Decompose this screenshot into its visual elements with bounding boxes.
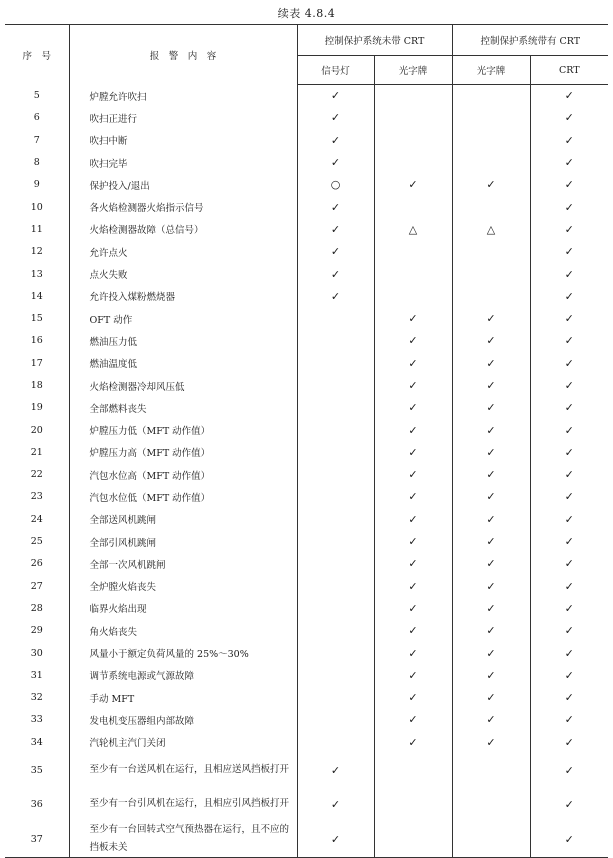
- row-crt-mark: ✓: [530, 151, 608, 173]
- row-crt-mark: ✓: [530, 107, 608, 129]
- table-row: [5, 553, 608, 575]
- row-signal-lamp-mark: [297, 553, 374, 575]
- alarm-table: [5, 24, 608, 858]
- row-crt-mark: ✓: [530, 374, 608, 396]
- row-crt-mark: ✓: [530, 787, 608, 821]
- table-row: [5, 441, 608, 463]
- row-alarm-content: 允许点火: [69, 241, 297, 263]
- row-lightboard-crt-mark: △: [452, 218, 530, 240]
- row-signal-lamp-mark: [297, 664, 374, 686]
- row-lightboard-crt-mark: ✓: [452, 419, 530, 441]
- row-number: 26: [30, 558, 43, 570]
- table-row: [5, 486, 608, 508]
- row-lightboard-crt-mark: [452, 263, 530, 285]
- row-crt-mark: ✓: [530, 753, 608, 787]
- row-alarm-content: 吹扫正进行: [69, 107, 297, 129]
- row-crt-mark: ✓: [530, 575, 608, 597]
- row-alarm-content: 火焰检测器故障（总信号）: [69, 218, 297, 240]
- row-lightboard-crt-mark: ✓: [452, 486, 530, 508]
- row-lightboard-no-crt-mark: ✓: [374, 642, 452, 664]
- row-lightboard-no-crt-mark: [374, 107, 452, 129]
- row-signal-lamp-mark: [297, 530, 374, 552]
- row-crt-mark: ✓: [530, 464, 608, 486]
- row-signal-lamp-mark: ✓: [297, 218, 374, 240]
- row-lightboard-no-crt-mark: [374, 85, 452, 107]
- header-serial-number: 序 号: [22, 50, 51, 62]
- row-lightboard-no-crt-mark: [374, 196, 452, 218]
- row-alarm-content: 手动 MFT: [69, 687, 297, 709]
- row-lightboard-no-crt-mark: [374, 285, 452, 307]
- row-lightboard-crt-mark: ✓: [452, 307, 530, 329]
- row-signal-lamp-mark: [297, 731, 374, 753]
- row-lightboard-crt-mark: [452, 753, 530, 787]
- row-signal-lamp-mark: [297, 419, 374, 441]
- row-signal-lamp-mark: [297, 397, 374, 419]
- row-lightboard-crt-mark: [452, 85, 530, 107]
- row-lightboard-crt-mark: ✓: [452, 687, 530, 709]
- row-number: 15: [30, 313, 43, 325]
- row-number: 23: [30, 491, 43, 503]
- row-crt-mark: ✓: [530, 530, 608, 552]
- row-alarm-content: 全部引风机跳闸: [69, 530, 297, 552]
- row-lightboard-crt-mark: ✓: [452, 664, 530, 686]
- row-number: 5: [33, 90, 40, 102]
- table-caption: 续表 4.8.4: [277, 7, 336, 20]
- row-number: 11: [30, 223, 43, 235]
- table-row: [5, 352, 608, 374]
- row-alarm-content: 全部送风机跳闸: [69, 508, 297, 530]
- row-signal-lamp-mark: ✓: [297, 263, 374, 285]
- row-signal-lamp-mark: [297, 687, 374, 709]
- table-row: [5, 129, 608, 151]
- table-row: [5, 263, 608, 285]
- table-row: [5, 575, 608, 597]
- row-lightboard-no-crt-mark: [374, 753, 452, 787]
- table-row: [5, 107, 608, 129]
- row-alarm-content: 至少有一台引风机在运行，且相应引风挡板打开: [69, 787, 297, 821]
- table-row: [5, 174, 608, 196]
- row-lightboard-crt-mark: ✓: [452, 731, 530, 753]
- table-row: [5, 787, 608, 821]
- row-number: 37: [30, 833, 43, 845]
- row-crt-mark: ✓: [530, 263, 608, 285]
- row-alarm-content: 至少有一台送风机在运行，且相应送风挡板打开: [69, 753, 297, 787]
- row-crt-mark: ✓: [530, 218, 608, 240]
- row-alarm-content: 角火焰丧失: [69, 620, 297, 642]
- table-row: [5, 530, 608, 552]
- row-lightboard-crt-mark: ✓: [452, 508, 530, 530]
- row-crt-mark: ✓: [530, 664, 608, 686]
- row-number: 8: [33, 157, 40, 169]
- row-number: 22: [30, 469, 43, 481]
- row-number: 21: [30, 446, 43, 458]
- row-number: 18: [30, 380, 43, 391]
- row-number: 7: [33, 134, 40, 146]
- row-lightboard-crt-mark: [452, 241, 530, 263]
- row-number: 13: [30, 268, 43, 280]
- row-signal-lamp-mark: ✓: [297, 107, 374, 129]
- row-lightboard-no-crt-mark: [374, 787, 452, 821]
- row-alarm-content: 燃油压力低: [69, 330, 297, 352]
- row-number: 6: [33, 112, 40, 124]
- row-signal-lamp-mark: ✓: [297, 241, 374, 263]
- row-alarm-content: 发电机变压器组内部故障: [69, 709, 297, 731]
- row-alarm-content: 全部一次风机跳闸: [69, 553, 297, 575]
- row-number: 36: [30, 798, 43, 810]
- row-crt-mark: ✓: [530, 419, 608, 441]
- row-lightboard-no-crt-mark: ✓: [374, 508, 452, 530]
- row-alarm-content: 火焰检测器冷却风压低: [69, 374, 297, 396]
- row-lightboard-no-crt-mark: ✓: [374, 620, 452, 642]
- row-number: 20: [30, 424, 43, 436]
- row-lightboard-no-crt-mark: ✓: [374, 307, 452, 329]
- row-crt-mark: ✓: [530, 508, 608, 530]
- row-alarm-content: 吹扫完毕: [69, 151, 297, 173]
- row-signal-lamp-mark: [297, 620, 374, 642]
- row-alarm-content: 全炉膛火焰丧失: [69, 575, 297, 597]
- row-number: 35: [30, 764, 43, 776]
- row-signal-lamp-mark: ○: [297, 174, 374, 196]
- row-crt-mark: ✓: [530, 85, 608, 107]
- header-group-crt: 控制保护系统带有 CRT: [452, 25, 608, 56]
- table-row: [5, 687, 608, 709]
- row-crt-mark: ✓: [530, 397, 608, 419]
- row-lightboard-crt-mark: [452, 129, 530, 151]
- row-number: 9: [33, 179, 40, 191]
- table-row: [5, 241, 608, 263]
- row-number: 12: [30, 246, 43, 258]
- row-alarm-content: 至少有一台回转式空气预热器在运行，且不应的挡板未关: [69, 821, 297, 858]
- row-alarm-content: 燃油温度低: [69, 352, 297, 374]
- row-alarm-content: 保护投入/退出: [69, 174, 297, 196]
- row-lightboard-crt-mark: [452, 196, 530, 218]
- row-signal-lamp-mark: [297, 374, 374, 396]
- row-lightboard-crt-mark: ✓: [452, 464, 530, 486]
- row-alarm-content: 汽轮机主汽门关闭: [69, 731, 297, 753]
- row-crt-mark: ✓: [530, 352, 608, 374]
- row-lightboard-no-crt-mark: ✓: [374, 530, 452, 552]
- row-lightboard-no-crt-mark: ✓: [374, 374, 452, 396]
- row-number: 10: [30, 201, 43, 213]
- row-number: 24: [30, 513, 43, 525]
- row-crt-mark: ✓: [530, 821, 608, 858]
- row-lightboard-no-crt-mark: [374, 263, 452, 285]
- row-crt-mark: ✓: [530, 709, 608, 731]
- row-crt-mark: ✓: [530, 642, 608, 664]
- row-lightboard-crt-mark: ✓: [452, 642, 530, 664]
- table-row: [5, 196, 608, 218]
- row-lightboard-no-crt-mark: ✓: [374, 486, 452, 508]
- table-row: [5, 709, 608, 731]
- row-lightboard-no-crt-mark: ✓: [374, 575, 452, 597]
- row-alarm-content: 临界火焰出现: [69, 597, 297, 619]
- row-lightboard-no-crt-mark: ✓: [374, 687, 452, 709]
- row-lightboard-crt-mark: ✓: [452, 530, 530, 552]
- table-row: [5, 307, 608, 329]
- row-number: 27: [30, 580, 43, 592]
- row-lightboard-crt-mark: [452, 285, 530, 307]
- row-crt-mark: ✓: [530, 731, 608, 753]
- row-lightboard-crt-mark: ✓: [452, 597, 530, 619]
- row-lightboard-crt-mark: ✓: [452, 352, 530, 374]
- table-row: [5, 218, 608, 240]
- row-lightboard-no-crt-mark: ✓: [374, 464, 452, 486]
- row-signal-lamp-mark: [297, 597, 374, 619]
- row-lightboard-crt-mark: ✓: [452, 397, 530, 419]
- row-crt-mark: ✓: [530, 129, 608, 151]
- table-row: [5, 151, 608, 173]
- row-lightboard-crt-mark: ✓: [452, 174, 530, 196]
- row-alarm-content: 炉膛压力高（MFT 动作值）: [69, 441, 297, 463]
- row-lightboard-no-crt-mark: ✓: [374, 709, 452, 731]
- table-row: [5, 285, 608, 307]
- row-alarm-content: 炉膛压力低（MFT 动作值）: [69, 419, 297, 441]
- row-alarm-content: 吹扫中断: [69, 129, 297, 151]
- table-row: [5, 753, 608, 787]
- row-lightboard-no-crt-mark: [374, 151, 452, 173]
- row-lightboard-no-crt-mark: ✓: [374, 597, 452, 619]
- row-lightboard-no-crt-mark: ✓: [374, 397, 452, 419]
- row-lightboard-no-crt-mark: ✓: [374, 174, 452, 196]
- row-alarm-content: 点火失败: [69, 263, 297, 285]
- table-row: [5, 330, 608, 352]
- row-alarm-content: 风量小于额定负荷风量的 25%～30%: [69, 642, 297, 664]
- row-signal-lamp-mark: [297, 575, 374, 597]
- row-lightboard-no-crt-mark: [374, 241, 452, 263]
- row-crt-mark: ✓: [530, 285, 608, 307]
- row-number: 16: [30, 335, 43, 347]
- table-row: [5, 85, 608, 107]
- row-lightboard-no-crt-mark: ✓: [374, 664, 452, 686]
- table-row: [5, 664, 608, 686]
- row-lightboard-crt-mark: [452, 107, 530, 129]
- row-lightboard-no-crt-mark: ✓: [374, 419, 452, 441]
- row-lightboard-crt-mark: ✓: [452, 709, 530, 731]
- row-lightboard-no-crt-mark: [374, 129, 452, 151]
- row-number: 29: [30, 625, 43, 637]
- row-number: 19: [30, 402, 43, 414]
- row-alarm-content: 全部燃料丧失: [69, 397, 297, 419]
- row-number: 17: [30, 357, 43, 369]
- header-crt: CRT: [530, 56, 608, 85]
- row-signal-lamp-mark: [297, 709, 374, 731]
- row-lightboard-crt-mark: ✓: [452, 620, 530, 642]
- table-row: [5, 374, 608, 396]
- row-signal-lamp-mark: [297, 352, 374, 374]
- row-lightboard-no-crt-mark: [374, 821, 452, 858]
- row-signal-lamp-mark: ✓: [297, 285, 374, 307]
- row-signal-lamp-mark: [297, 330, 374, 352]
- row-signal-lamp-mark: ✓: [297, 821, 374, 858]
- row-lightboard-crt-mark: ✓: [452, 575, 530, 597]
- row-lightboard-no-crt-mark: ✓: [374, 553, 452, 575]
- row-lightboard-crt-mark: [452, 787, 530, 821]
- row-signal-lamp-mark: ✓: [297, 129, 374, 151]
- row-alarm-content: 汽包水位低（MFT 动作值）: [69, 486, 297, 508]
- row-signal-lamp-mark: [297, 464, 374, 486]
- row-lightboard-no-crt-mark: △: [374, 218, 452, 240]
- header-alarm-content: 报 警 内 容: [69, 25, 297, 85]
- row-signal-lamp-mark: [297, 508, 374, 530]
- table-row: [5, 419, 608, 441]
- row-number: 31: [30, 669, 43, 681]
- row-lightboard-crt-mark: ✓: [452, 441, 530, 463]
- row-number: 30: [30, 647, 43, 659]
- row-crt-mark: ✓: [530, 307, 608, 329]
- row-alarm-content: 调节系统电源或气源故障: [69, 664, 297, 686]
- header-group-no-crt: 控制保护系统未带 CRT: [297, 25, 452, 56]
- row-number: 28: [30, 602, 43, 614]
- row-alarm-content: 各火焰检测器火焰指示信号: [69, 196, 297, 218]
- row-lightboard-no-crt-mark: ✓: [374, 441, 452, 463]
- row-number: 34: [30, 736, 43, 748]
- row-signal-lamp-mark: [297, 441, 374, 463]
- table-row: [5, 731, 608, 753]
- row-crt-mark: ✓: [530, 553, 608, 575]
- row-crt-mark: ✓: [530, 441, 608, 463]
- row-number: 32: [30, 692, 43, 704]
- row-alarm-content: 炉膛允许吹扫: [69, 85, 297, 107]
- row-lightboard-crt-mark: ✓: [452, 330, 530, 352]
- row-crt-mark: ✓: [530, 687, 608, 709]
- header-signal-lamp: 信号灯: [297, 56, 374, 85]
- table-row: [5, 620, 608, 642]
- table-row: [5, 642, 608, 664]
- table-row: [5, 508, 608, 530]
- row-signal-lamp-mark: ✓: [297, 151, 374, 173]
- row-crt-mark: ✓: [530, 174, 608, 196]
- table-row: [5, 821, 608, 858]
- row-signal-lamp-mark: ✓: [297, 753, 374, 787]
- row-signal-lamp-mark: ✓: [297, 787, 374, 821]
- row-number: 14: [30, 290, 43, 302]
- row-signal-lamp-mark: [297, 642, 374, 664]
- row-lightboard-no-crt-mark: ✓: [374, 352, 452, 374]
- table-row: [5, 464, 608, 486]
- table-row: [5, 597, 608, 619]
- row-number: 25: [30, 536, 43, 548]
- row-lightboard-crt-mark: [452, 821, 530, 858]
- row-crt-mark: ✓: [530, 196, 608, 218]
- row-alarm-content: 允许投入煤粉燃烧器: [69, 285, 297, 307]
- row-signal-lamp-mark: [297, 486, 374, 508]
- header-lightboard-crt: 光字牌: [452, 56, 530, 85]
- row-signal-lamp-mark: [297, 307, 374, 329]
- row-crt-mark: ✓: [530, 241, 608, 263]
- row-number: 33: [30, 714, 43, 726]
- row-crt-mark: ✓: [530, 486, 608, 508]
- row-lightboard-crt-mark: ✓: [452, 374, 530, 396]
- row-lightboard-crt-mark: [452, 151, 530, 173]
- row-signal-lamp-mark: ✓: [297, 196, 374, 218]
- row-lightboard-no-crt-mark: ✓: [374, 330, 452, 352]
- row-lightboard-crt-mark: ✓: [452, 553, 530, 575]
- row-signal-lamp-mark: ✓: [297, 85, 374, 107]
- row-alarm-content: 汽包水位高（MFT 动作值）: [69, 464, 297, 486]
- row-crt-mark: ✓: [530, 597, 608, 619]
- row-lightboard-no-crt-mark: ✓: [374, 731, 452, 753]
- header-lightboard-no-crt: 光字牌: [374, 56, 452, 85]
- table-row: [5, 397, 608, 419]
- row-crt-mark: ✓: [530, 620, 608, 642]
- row-crt-mark: ✓: [530, 330, 608, 352]
- row-alarm-content: OFT 动作: [69, 307, 297, 329]
